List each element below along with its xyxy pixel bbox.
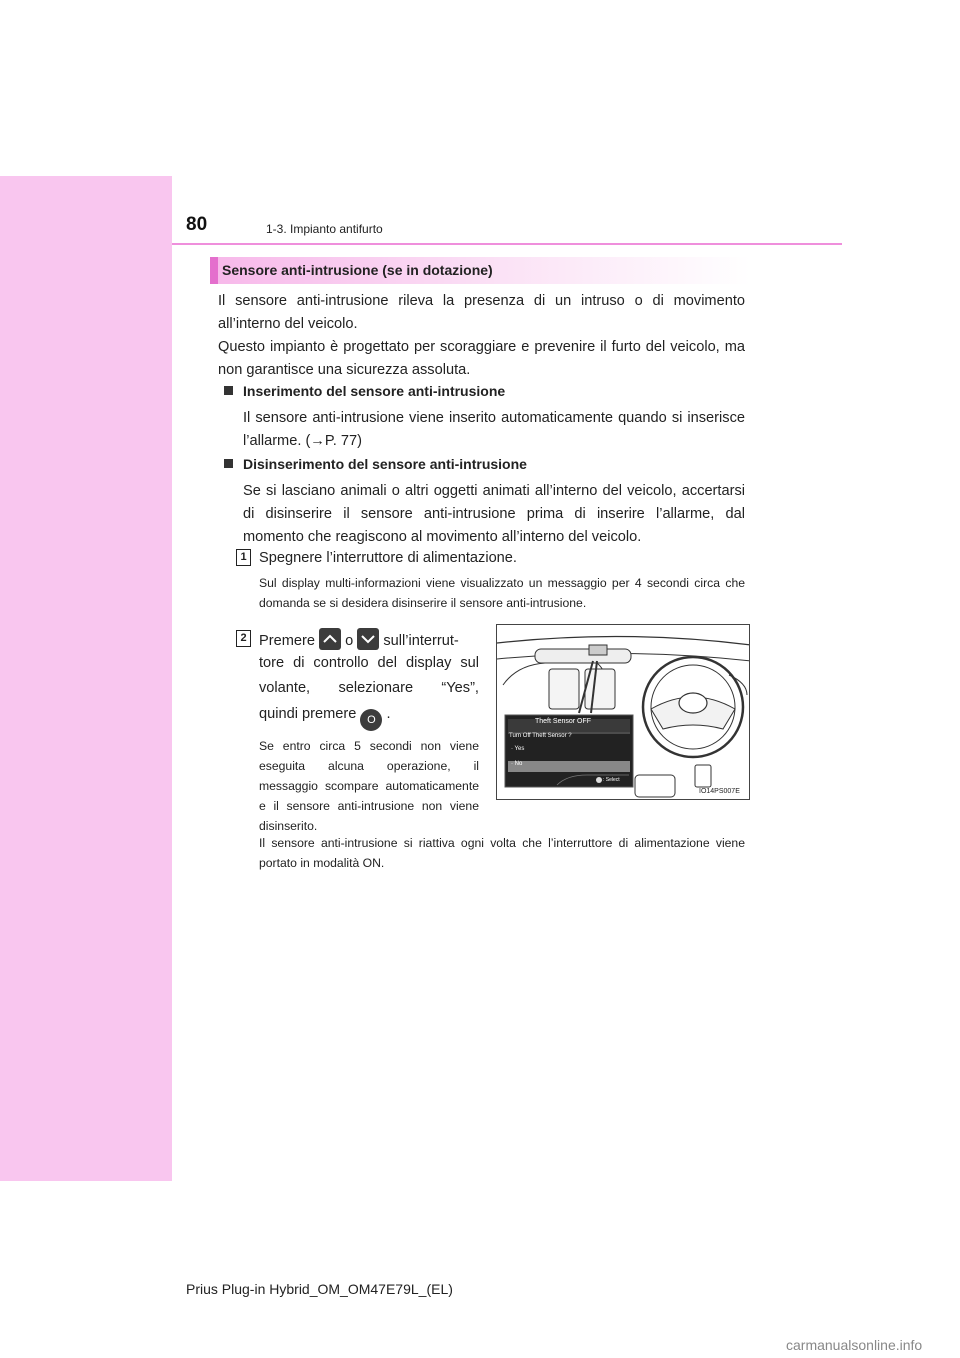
step-1-note: Sul display multi-informazioni viene visualizzato un messaggio per 4 secondi circa che domanda se si desidera disinserire il sensore anti-intrusione. [259,576,745,610]
breadcrumb: 1-3. Impianto antifurto [266,222,383,236]
square-bullet-icon [224,386,233,395]
canceling-paragraph: Se si lasciano animali o altri oggetti animati all’interno del veicolo, accertarsi di disinserire il sensore anti-intrusione prima di inserire l’allarme, dal momento che reagiscono al movimento all’interno del veicolo. [243,483,745,545]
header-divider [172,243,842,245]
screen-option-yes: · Yes [511,746,525,752]
step-2-line-1: Premere o sull’interrut- [259,628,479,653]
footer-doc-id: Prius Plug-in Hybrid_OM_OM47E79L_(EL) [186,1281,453,1297]
screen-select-hint: : Select [603,777,620,783]
step-2-line-3: volante, selezionare “Yes”, [259,680,479,696]
figure-code: IO14PS007E [699,788,740,795]
intro-paragraph-1: Il sensore anti-intrusione rileva la presenza di un intruso o di movimento all’interno del veicolo. [218,293,745,332]
intro-paragraph-2: Questo impianto è progettato per scoraggiare e prevenire il furto del veicolo, ma non garantisce una sicurezza assoluta. [218,339,745,378]
step-2-note: Se entro circa 5 secondi non viene eseguita alcuna operazione, il messaggio scompare automaticamente e il sensore anti-intrusione non viene disinserito. [259,739,479,833]
step-1-number: 1 [236,549,251,566]
screen-title: Theft Sensor OFF [535,718,592,725]
ok-button-icon: O [360,709,382,731]
step-2-line-4: quindi premere O . [259,703,391,731]
chevron-up-icon [319,628,341,650]
step-1-text: Spegnere l’interruttore di alimentazione. [259,550,517,566]
dashboard-drawing [497,625,750,800]
chevron-down-icon [357,628,379,650]
setting-heading [224,383,505,399]
step-2-line-2: tore di controllo del display sul [259,655,479,671]
setting-heading-text: Inserimento del sensore anti-intrusione [243,383,506,399]
canceling-heading [224,456,527,472]
step-2-number: 2 [236,630,251,647]
watermark: carmanualsonline.info [786,1337,923,1353]
chapter-side-strip [0,176,172,1181]
setting-paragraph: Il sensore anti-intrusione viene inserito automaticamente quando si inserisce l’allarme. (→P. 77) [243,410,745,449]
screen-question: Turn Off Theft Sensor ? [509,733,572,739]
page-number: 80 [186,214,208,235]
dashboard-illustration [496,624,750,800]
final-note: Il sensore anti-intrusione si riattiva ogni volta che l’interruttore di alimentazione viene portato in modalità ON. [259,836,745,870]
square-bullet-icon [224,459,233,468]
section-title: Sensore anti-intrusione (se in dotazione) [222,262,493,278]
canceling-heading-text: Disinserimento del sensore anti-intrusione [243,456,527,472]
screen-option-no: · No [511,761,523,767]
